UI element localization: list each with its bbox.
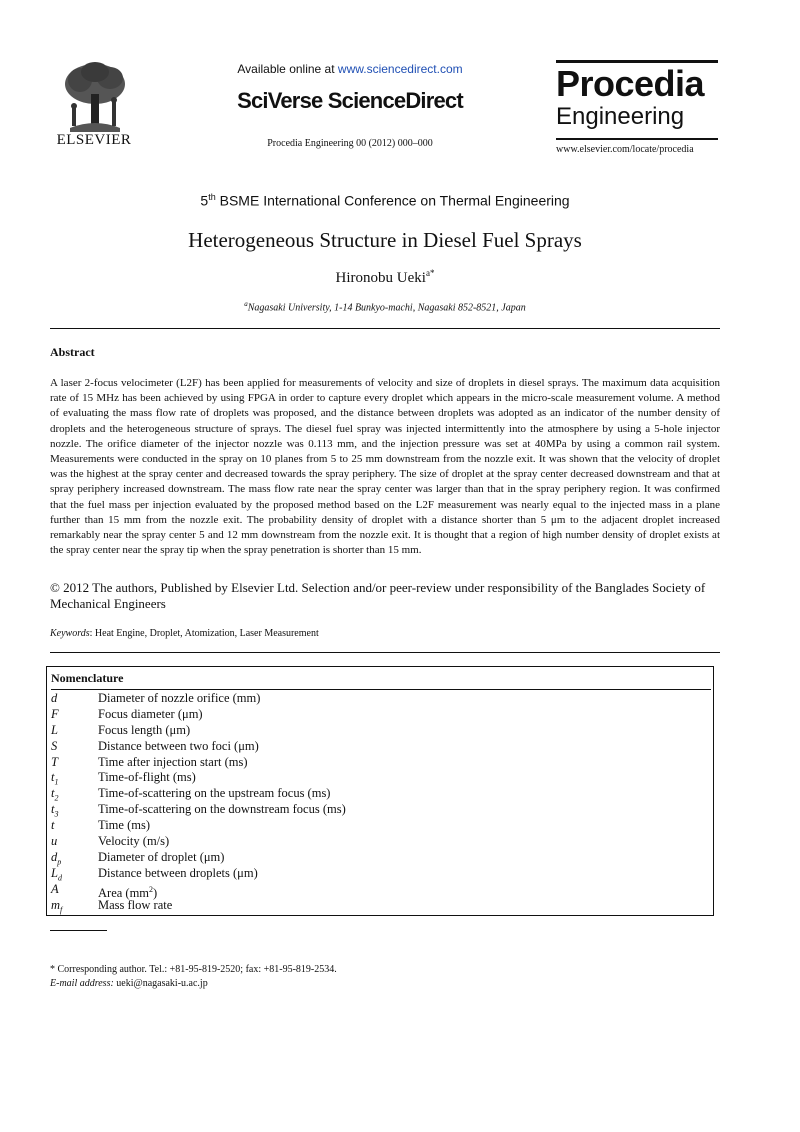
symbol-subscript: 1	[54, 777, 59, 787]
conference-name	[50, 192, 720, 209]
keywords-label: Keywords	[50, 628, 90, 639]
nomenclature-symbol	[51, 818, 54, 834]
description-text: Focus diameter (μm)	[98, 706, 203, 721]
description-text: Time-of-scattering on the downstream focus (ms)	[98, 802, 346, 817]
author-name: Hironobu Ueki	[335, 270, 426, 286]
symbol-subscript: 2	[54, 793, 59, 803]
nomenclature-description	[98, 866, 258, 882]
journal-logo-rule-bottom	[556, 138, 718, 140]
nomenclature-description	[98, 739, 259, 755]
symbol-subscript: d	[57, 873, 62, 883]
conference-title: BSME International Conference on Thermal Engineering	[215, 192, 570, 209]
nomenclature-description	[98, 770, 196, 786]
symbol-base: d	[51, 691, 58, 705]
symbol-base: m	[51, 897, 61, 912]
nomenclature-description	[98, 850, 224, 866]
symbol-base: u	[51, 834, 58, 849]
available-online-line	[200, 62, 500, 76]
divider-top	[50, 328, 720, 329]
affiliation	[50, 300, 720, 313]
symbol-base: T	[51, 754, 58, 769]
description-text: Distance between two foci (μm)	[98, 738, 259, 753]
nomenclature-description	[98, 802, 346, 818]
description-close-paren: )	[153, 885, 158, 900]
nomenclature-description	[98, 786, 330, 802]
email-address[interactable]: ueki@nagasaki-u.ac.jp	[113, 978, 208, 989]
abstract-heading: Abstract	[50, 345, 95, 359]
description-superscript: 2	[149, 884, 154, 894]
sciencedirect-link[interactable]: www.sciencedirect.com	[337, 62, 463, 76]
description-text: Focus length (μm)	[98, 722, 191, 737]
sciverse-sciencedirect-logo: SciVerse ScienceDirect	[237, 88, 463, 113]
corresponding-author: * Corresponding author. Tel.: +81-95-819-2520; fax: +81-95-819-2534.	[50, 964, 337, 975]
nomenclature-row	[51, 882, 701, 898]
author-line	[50, 268, 720, 287]
description-text: Time-of-flight (ms)	[98, 770, 196, 785]
nomenclature-row	[51, 786, 701, 802]
description-text: Area (mm	[98, 885, 150, 900]
nomenclature-row	[51, 866, 701, 882]
affiliation-text: Nagasaki University, 1-14 Bunkyo-machi, Nagasaki 852-8521, Japan	[247, 302, 526, 314]
nomenclature-box	[46, 666, 714, 916]
available-online-prefix: Available online at	[237, 62, 338, 76]
publisher-logo-text: ELSEVIER	[56, 132, 132, 148]
nomenclature-row	[51, 898, 701, 914]
nomenclature-symbol	[51, 739, 57, 755]
description-text: Diameter of nozzle orifice (mm)	[98, 691, 261, 705]
symbol-base: t	[51, 802, 55, 817]
author-marks: a*	[425, 268, 435, 278]
divider-bottom	[50, 652, 720, 653]
symbol-subscript: f	[60, 905, 63, 915]
nomenclature-description	[98, 834, 169, 850]
nomenclature-symbol	[51, 707, 59, 723]
email-label: E-mail address:	[50, 978, 114, 989]
journal-logo-title: Procedia	[556, 63, 705, 104]
journal-url[interactable]: www.elsevier.com/locate/procedia	[556, 144, 694, 155]
copyright-notice: © 2012 The authors, Published by Elsevier Ltd. Selection and/or peer-review under responsibility of the Banglades Society of Mechanical Engineers	[50, 580, 706, 611]
description-text: Velocity (m/s)	[98, 834, 170, 849]
nomenclature-row	[51, 723, 701, 739]
nomenclature-row	[51, 802, 701, 818]
description-text: Mass flow rate	[98, 897, 173, 912]
symbol-base: L	[51, 722, 58, 737]
description-text: Time after injection start (ms)	[98, 754, 248, 769]
nomenclature-symbol	[51, 723, 58, 739]
nomenclature-row	[51, 739, 701, 755]
symbol-base: t	[51, 770, 55, 785]
symbol-base: A	[51, 881, 59, 896]
symbol-base: t	[51, 786, 55, 801]
symbol-subscript: p	[57, 857, 62, 867]
footnote-rule	[50, 930, 107, 931]
description-text: Distance between droplets (μm)	[98, 865, 258, 880]
nomenclature-description	[98, 691, 260, 707]
nomenclature-description	[98, 707, 203, 723]
nomenclature-row	[51, 770, 701, 786]
symbol-base: d	[51, 849, 58, 864]
conference-ordinal: th	[208, 192, 216, 202]
nomenclature-row	[51, 707, 701, 723]
nomenclature-row	[51, 691, 701, 707]
affiliation-mark: a	[244, 300, 248, 308]
nomenclature-row	[51, 755, 701, 771]
nomenclature-row	[51, 834, 701, 850]
nomenclature-symbol	[51, 834, 57, 850]
abstract-body: A laser 2-focus velocimeter (L2F) has been applied for measurements of velocity and size of droplets in diesel sprays. The maximum data acquisition rate of 15 MHz has been achieved by using FPGA in order to capture every droplet which appears in the micro-scale measurement volume. A method of evaluating the mass flow rate of droplets was proposed, and the distance between droplets was adopted as an indicator of the number density of droplets and the heterogeneous structure of sprays. The diesel fuel spray was injected intermittently into the atmosphere by using a 5-hole injector nozzle. The orifice diameter of the injector nozzle was 0.113 mm, and the injection pressure was set at 40MPa by using a common rail system. Measurements were conducted in the spray on 10 planes from 5 to 25 mm downstream from the nozzle exit. It was shown that the velocity of droplet was the highest at the spray center and decreased towards the spray periphery. The size of droplet at the spray center decreased downstream and that at spray periphery increased downstream. The mass flow rate near the spray center was larger than that in the spray periphery region. It was confirmed that the fuel mass per injection evaluated by the proposed method based on the L2F measurement was nearly equal to the injected mass in a plane further than 15 mm from the nozzle exit. The probability density of droplet with a distance shorter than 5 μm to the adjacent droplet increased remarkably near the spray center 5 and 12 mm downstream from the nozzle exit. It is thought that a region of high number density of droplet exists at the spray center near the spray tip when the spray penetration is shorter than 15 mm.	[50, 377, 720, 557]
email-line	[50, 978, 208, 989]
nomenclature-symbol	[51, 882, 59, 898]
nomenclature-rule	[51, 689, 711, 690]
symbol-base: S	[51, 738, 58, 753]
description-text: Time (ms)	[98, 818, 150, 833]
nomenclature-description	[98, 898, 172, 914]
nomenclature-row	[51, 850, 701, 866]
symbol-base: L	[51, 865, 58, 880]
conference-number: 5	[200, 192, 209, 209]
nomenclature-list	[51, 691, 701, 913]
nomenclature-description	[98, 818, 150, 834]
symbol-base: t	[51, 818, 55, 833]
nomenclature-description	[98, 723, 190, 739]
description-text: Diameter of droplet (μm)	[98, 849, 225, 864]
keywords-values: : Heat Engine, Droplet, Atomization, Laser Measurement	[89, 628, 319, 639]
symbol-base: F	[51, 706, 59, 721]
nomenclature-description	[98, 755, 248, 771]
nomenclature-row	[51, 818, 701, 834]
keywords-line	[50, 628, 720, 639]
description-text: Time-of-scattering on the upstream focus (ms)	[98, 786, 331, 801]
journal-logo-subtitle: Engineering	[556, 103, 685, 130]
nomenclature-symbol	[51, 898, 62, 918]
nomenclature-symbol	[51, 755, 58, 771]
paper-title: Heterogeneous Structure in Diesel Fuel Sprays	[188, 228, 582, 252]
nomenclature-heading: Nomenclature	[51, 671, 124, 685]
journal-reference: Procedia Engineering 00 (2012) 000–000	[267, 138, 433, 149]
symbol-subscript: 3	[54, 809, 59, 819]
nomenclature-symbol	[51, 691, 57, 707]
